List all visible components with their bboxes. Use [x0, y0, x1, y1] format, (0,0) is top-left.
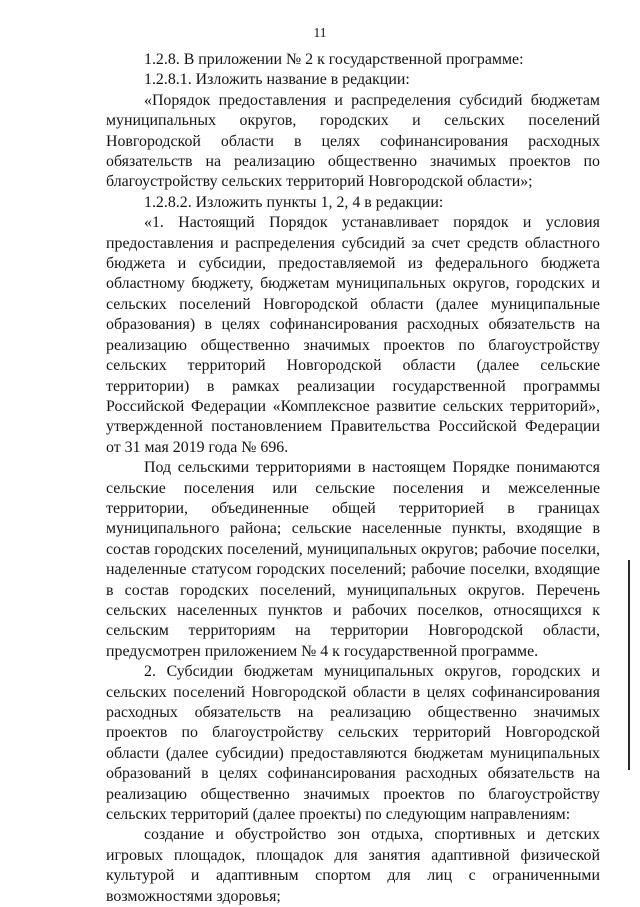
document-body — [106, 50, 600, 907]
paragraph-point-2: 2. Субсидии бюджетам муниципальных округов, городских и сельских поселений Новгородской области в целях софинансирования расходных обязательств на реализацию общественно значимых проектов по благоустройству сельских территорий Новгородской области (далее субсидии) предоставляются бюджетам муниципальных образований в целях софинансирования расходных обязательств на реализацию общественно значимых проектов по благоустройству сельских территорий (далее проекты) по следующим направлениям: — [106, 663, 600, 824]
page-number: 11 — [313, 25, 327, 40]
paragraph-procedure-title: «Порядок предоставления и распределения субсидий бюджетам муниципальных округов, городских и сельских поселений Новгородской области в целях софинансирования расходных обязательств на реализацию общественно значимых проектов по благоустройству сельских территорий Новгородской области»; — [106, 91, 600, 191]
paragraph-1-2-8: 1.2.8. В приложении № 2 к государственной программе: — [144, 51, 524, 68]
paragraph-direction-recreation: создание и обустройство зон отдыха, спортивных и детских игровых площадок, площадок для занятия адаптивной физической культурой и адаптивным спортом для лиц с ограниченными возможностями здоровья; — [106, 826, 600, 905]
scan-edge-line — [628, 560, 630, 770]
paragraph-1-2-8-1: 1.2.8.1. Изложить название в редакции: — [144, 71, 410, 89]
paragraph-rural-territories: Под сельскими территориями в настоящем Порядке понимаются сельские поселения или сельские поселения и межселенные территории, объединенные общей территорией в границах муниципального района; сельские населенные пункты, входящие в состав городских поселений, муниципальных округов; рабочие поселки, наделенные статусом городских поселений; рабочие поселки, входящие в состав городских поселений, муниципальных округов. Перечень сельских населенных пунктов и рабочих поселков, относящихся к сельским территориям на территории Новгородской области, предусмотрен приложением № 4 к государственной программе. — [106, 459, 600, 660]
paragraph-1-2-8-2: 1.2.8.2. Изложить пункты 1, 2, 4 в редакции: — [144, 193, 444, 211]
paragraph-point-1: «1. Настоящий Порядок устанавливает порядок и условия предоставления и распределения субсидий за счет средств областного бюджета и субсидии, предоставляемой из федерального бюджета областному бюджету, бюджетам муниципальных округов, городских и сельских поселений Новгородской области (далее муниципальные образования) в целях софинансирования расходных обязательств на реализацию общественно значимых проектов по благоустройству сельских территорий Новгородской области (далее сельские территории) в рамках реализации государственной программы Российской Федерации «Комплексное развитие сельских территорий», утвержденной постановлением Правительства Российской Федерации от 31 мая 2019 года № 696. — [106, 214, 600, 456]
